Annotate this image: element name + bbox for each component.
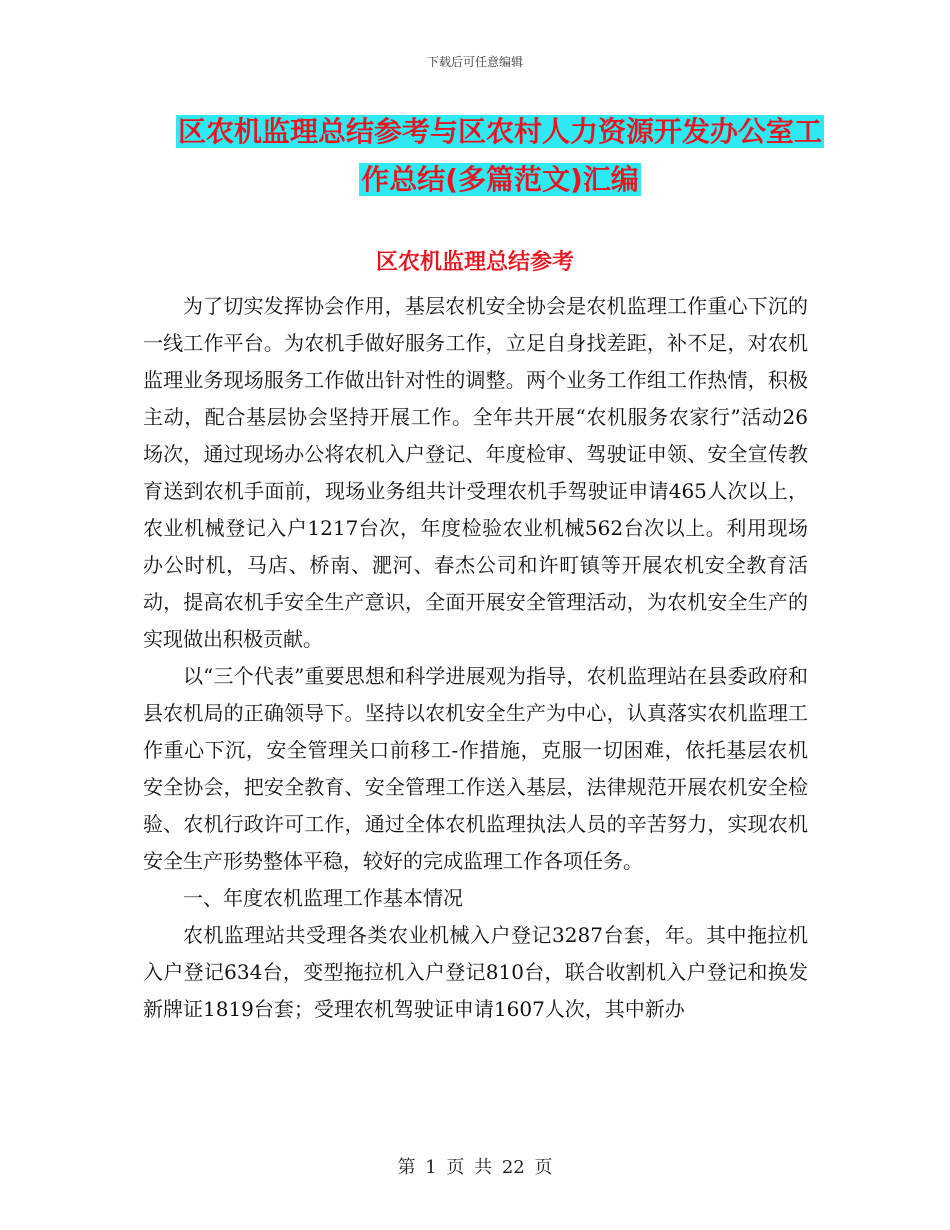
- section-heading: 一、年度农机监理工作基本情况: [183, 886, 463, 910]
- page-number-footer: 第 1 页 共 22 页: [397, 1157, 553, 1178]
- section-title: 区农机监理总结参考: [375, 250, 574, 275]
- header-note: 下载后可任意编辑: [426, 55, 523, 69]
- paragraph: 以“三个代表”重要思想和科学进展观为指导，农机监理站在县委政府和县农机局的正确领导下。坚持以农机安全生产为中心，认真落实农机监理工作重心下沉，安全管理关口前移工-作措施，克服一切困难，依托基层农机安全协会，把安全教育、安全管理工作送入基层，法律规范开展农机安全检验、农机行政许可工作，通过全体农机监理执法人员的辛苦努力，实现农机安全生产形势整体平稳，较好的完成监理工作各项任务。: [143, 664, 808, 873]
- document-title: [150, 108, 850, 204]
- document-title-line-1: 区农机监理总结参考与区农村人力资源开发办公室工: [177, 115, 822, 148]
- body-text: [143, 288, 808, 1028]
- paragraph: 农机监理站共受理各类农业机械入户登记3287台套，年。其中拖拉机入户登记634台，变型拖拉机入户登记810台，联合收割机入户登记和换发新牌证1819台套；受理农机驾驶证申请1607人次，其中新办: [143, 923, 808, 1021]
- paragraph: 为了切实发挥协会作用，基层农机安全协会是农机监理工作重心下沉的一线工作平台。为农机手做好服务工作，立足自身找差距，补不足，对农机监理业务现场服务工作做出针对性的调整。两个业务工作组工作热情，积极主动，配合基层协会坚持开展工作。全年共开展“农机服务农家行”活动26场次，通过现场办公将农机入户登记、年度检审、驾驶证申领、安全宣传教育送到农机手面前，现场业务组共计受理农机手驾驶证申请465人次以上，农业机械登记入户1217台次，年度检验农业机械562台次以上。利用现场办公时机，马店、桥南、淝河、春杰公司和许町镇等开展农机安全教育活动，提高农机手安全生产意识，全面开展安全管理活动，为农机安全生产的实现做出积极贡献。: [143, 294, 808, 651]
- document-title-line-2: 作总结(多篇范文)汇编: [361, 163, 639, 196]
